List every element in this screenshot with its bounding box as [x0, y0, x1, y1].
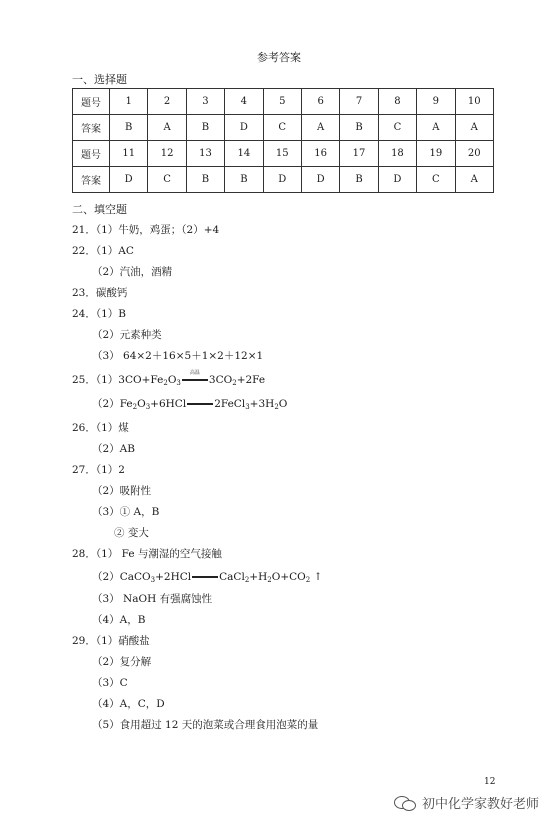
table-cell: C	[378, 115, 416, 141]
table-cell: D	[263, 167, 301, 193]
table-row-head: 答案	[73, 115, 110, 141]
answer-line: 23．碳酸钙	[72, 287, 128, 299]
table-cell: D	[378, 167, 416, 193]
answer-line: 28．（1） Fe 与潮湿的空气接触	[72, 548, 222, 560]
table-cell: C	[148, 167, 186, 193]
reaction-arrow	[181, 370, 209, 385]
reaction-arrow	[186, 399, 214, 409]
table-cell: B	[225, 167, 263, 193]
answer-line: （2）元素种类	[92, 329, 162, 341]
table-cell: B	[186, 167, 224, 193]
table-cell: B	[186, 115, 224, 141]
table-cell: 15	[263, 141, 301, 167]
watermark-text: 初中化学家教好老师	[422, 797, 540, 812]
table-cell: 13	[186, 141, 224, 167]
answer-line: 24．（1）B	[72, 308, 127, 320]
answer-line: （2）汽油，酒精	[92, 266, 173, 278]
table-cell: D	[301, 167, 339, 193]
table-cell: D	[110, 167, 148, 193]
table-cell: 16	[301, 141, 339, 167]
table-cell: B	[340, 167, 378, 193]
answer-line: 29．（1）硝酸盐	[72, 635, 150, 647]
table-cell: B	[110, 115, 148, 141]
table-row	[73, 167, 494, 193]
answer-table	[72, 88, 494, 193]
table-row	[73, 89, 494, 115]
watermark	[394, 793, 539, 812]
table-row-head: 答案	[73, 167, 110, 193]
table-cell: 10	[455, 89, 493, 115]
table-cell: 5	[263, 89, 301, 115]
answer-line: （2）复分解	[92, 656, 152, 668]
answer-line: （3）① A，B	[92, 506, 160, 518]
answer-line: （3） 64×2＋16×5＋1×2＋12×1	[92, 350, 264, 362]
table-row-head: 题号	[73, 141, 110, 167]
table-cell: C	[263, 115, 301, 141]
wechat-icon	[394, 794, 416, 812]
equation-line: 25．$(1)3CO+Fe_2O_3$ 高温 $3CO_2+2Fe$	[72, 370, 266, 387]
answer-line: 21．（1）牛奶，鸡蛋；（2）+4	[72, 224, 220, 236]
table-cell: A	[455, 167, 493, 193]
table-row	[73, 115, 494, 141]
equation-label: 25．（1）	[72, 374, 119, 386]
table-cell: 20	[455, 141, 493, 167]
table-cell: 7	[340, 89, 378, 115]
table-cell: 19	[417, 141, 455, 167]
table-cell: 9	[417, 89, 455, 115]
answer-line: 22．（1）AC	[72, 245, 134, 257]
answer-line: （4）A，C，D	[92, 698, 165, 710]
table-cell: 2	[148, 89, 186, 115]
answer-line: （2）AB	[92, 443, 135, 455]
table-cell: 4	[225, 89, 263, 115]
equation-line: （2）CaCO$_3$+2HCl $CaCl_2+H_2O+CO_2$ ↑	[92, 571, 323, 584]
table-cell: 6	[301, 89, 339, 115]
equation-line: $(2)Fe_2O_3+6HCl$ $2FeCl_3+3H_2O$	[92, 398, 288, 411]
section-choice-heading: 一、选择题	[72, 73, 127, 86]
table-cell: A	[148, 115, 186, 141]
answer-line: （3） NaOH 有强腐蚀性	[92, 593, 213, 605]
equation-label: （2）	[92, 398, 120, 410]
table-cell: 1	[110, 89, 148, 115]
section-fill-heading: 二、填空题	[72, 203, 127, 216]
answer-line: （2）吸附性	[92, 485, 152, 497]
table-row	[73, 141, 494, 167]
table-cell: 17	[340, 141, 378, 167]
answer-line: ② 变大	[114, 527, 149, 539]
table-row-head: 题号	[73, 89, 110, 115]
table-cell: A	[417, 115, 455, 141]
reaction-arrow	[191, 572, 219, 582]
answer-line: 27．（1）2	[72, 464, 125, 476]
table-cell: 18	[378, 141, 416, 167]
answer-line: （3）C	[92, 677, 128, 689]
table-cell: A	[455, 115, 493, 141]
table-cell: C	[417, 167, 455, 193]
equation-label: （2）	[92, 571, 120, 583]
table-cell: 3	[186, 89, 224, 115]
table-cell: D	[225, 115, 263, 141]
table-cell: B	[340, 115, 378, 141]
table-cell: 11	[110, 141, 148, 167]
answer-line: （5）食用超过 12 天的泡菜或合理食用泡菜的量	[92, 719, 319, 731]
table-cell: 8	[378, 89, 416, 115]
table-cell: 12	[148, 141, 186, 167]
gas-arrow-icon: ↑	[313, 571, 323, 583]
answer-line: 26．（1）煤	[72, 422, 129, 434]
table-cell: 14	[225, 141, 263, 167]
table-cell: A	[301, 115, 339, 141]
page-title: 参考答案	[257, 51, 301, 64]
page-number: 12	[484, 777, 496, 787]
answer-line: （4）A，B	[92, 614, 146, 626]
reaction-condition: 高温	[189, 370, 200, 376]
